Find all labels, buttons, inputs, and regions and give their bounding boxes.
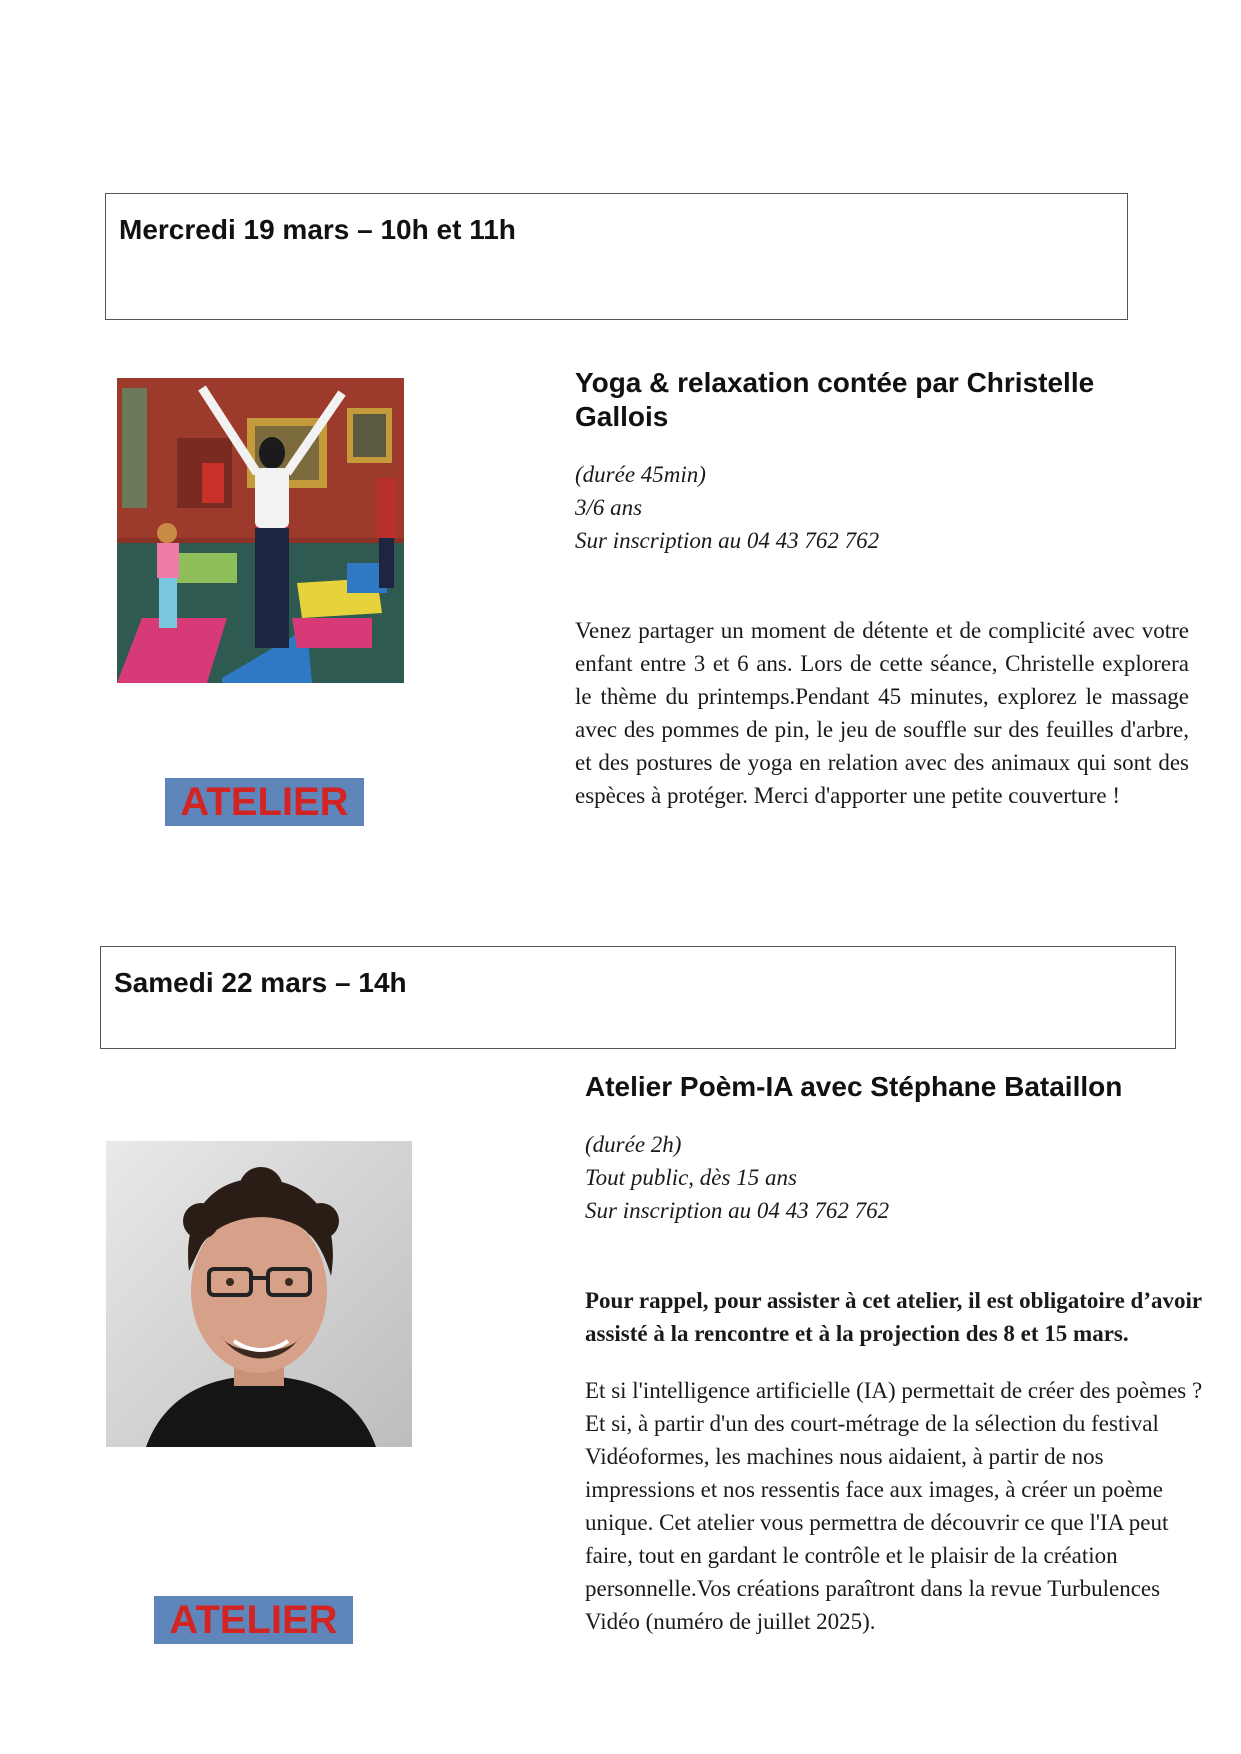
event-2-date-box <box>100 946 1176 1049</box>
event-1-date: Mercredi 19 mars – 10h et 11h <box>119 214 516 245</box>
event-2-audience: Tout public, dès 15 ans <box>585 1165 797 1190</box>
event-1-description: Venez partager un moment de détente et de complicité avec votre enfant entre 3 et 6 ans. Lors de cette séance, Christelle explorera le thème du printemps.Pendant 45 minutes, explorez le massage avec des pommes de pin, le jeu de souffle sur des feuilles d'arbre, et des postures de yoga en relation avec des animaux qui sont des espèces à protéger. Merci d'apporter une petite couverture ! <box>575 618 1189 808</box>
event-2-reminder: Pour rappel, pour assister à cet atelier, il est obligatoire d’avoir assisté à la rencontre et à la projection des 8 et 15 mars. <box>585 1288 1202 1346</box>
event-2-date: Samedi 22 mars – 14h <box>114 967 407 998</box>
event-2-content <box>585 1070 1205 1638</box>
event-1-content <box>575 366 1189 812</box>
event-2-description: Et si l'intelligence artificielle (IA) permettait de créer des poèmes ? Et si, à partir d'un des court-métrage de la sélection du festival Vidéoformes, les machines nous aidaient, à partir de nos impressions et nos ressentis face aux images, à créer un poème unique. Cet atelier vous permettra de découvrir ce que l'IA peut faire, tout en gardant le contrôle et le plaisir de la création personnelle.Vos créations paraîtront dans la revue Turbulences Vidéo (numéro de juillet 2025). <box>585 1378 1203 1634</box>
event-2-registration: Sur inscription au 04 43 762 762 <box>585 1198 890 1223</box>
event-2-title: Atelier Poèm-IA avec Stéphane Bataillon <box>585 1071 1123 1102</box>
event-1-atelier-badge: ATELIER <box>165 778 364 826</box>
event-2-duration: (durée 2h) <box>585 1132 682 1157</box>
event-2-atelier-badge: ATELIER <box>154 1596 353 1644</box>
event-1-title: Yoga & relaxation contée par Christelle Gallois <box>575 367 1095 432</box>
event-2-meta <box>585 1128 1205 1227</box>
event-2-photo-portrait <box>106 1141 412 1447</box>
event-1-audience: 3/6 ans <box>575 495 643 520</box>
event-1-meta <box>575 458 1189 557</box>
event-1-photo-yoga <box>117 378 404 683</box>
event-1-registration: Sur inscription au 04 43 762 762 <box>575 528 880 553</box>
event-1-duration: (durée 45min) <box>575 462 706 487</box>
event-1-date-box <box>105 193 1128 320</box>
